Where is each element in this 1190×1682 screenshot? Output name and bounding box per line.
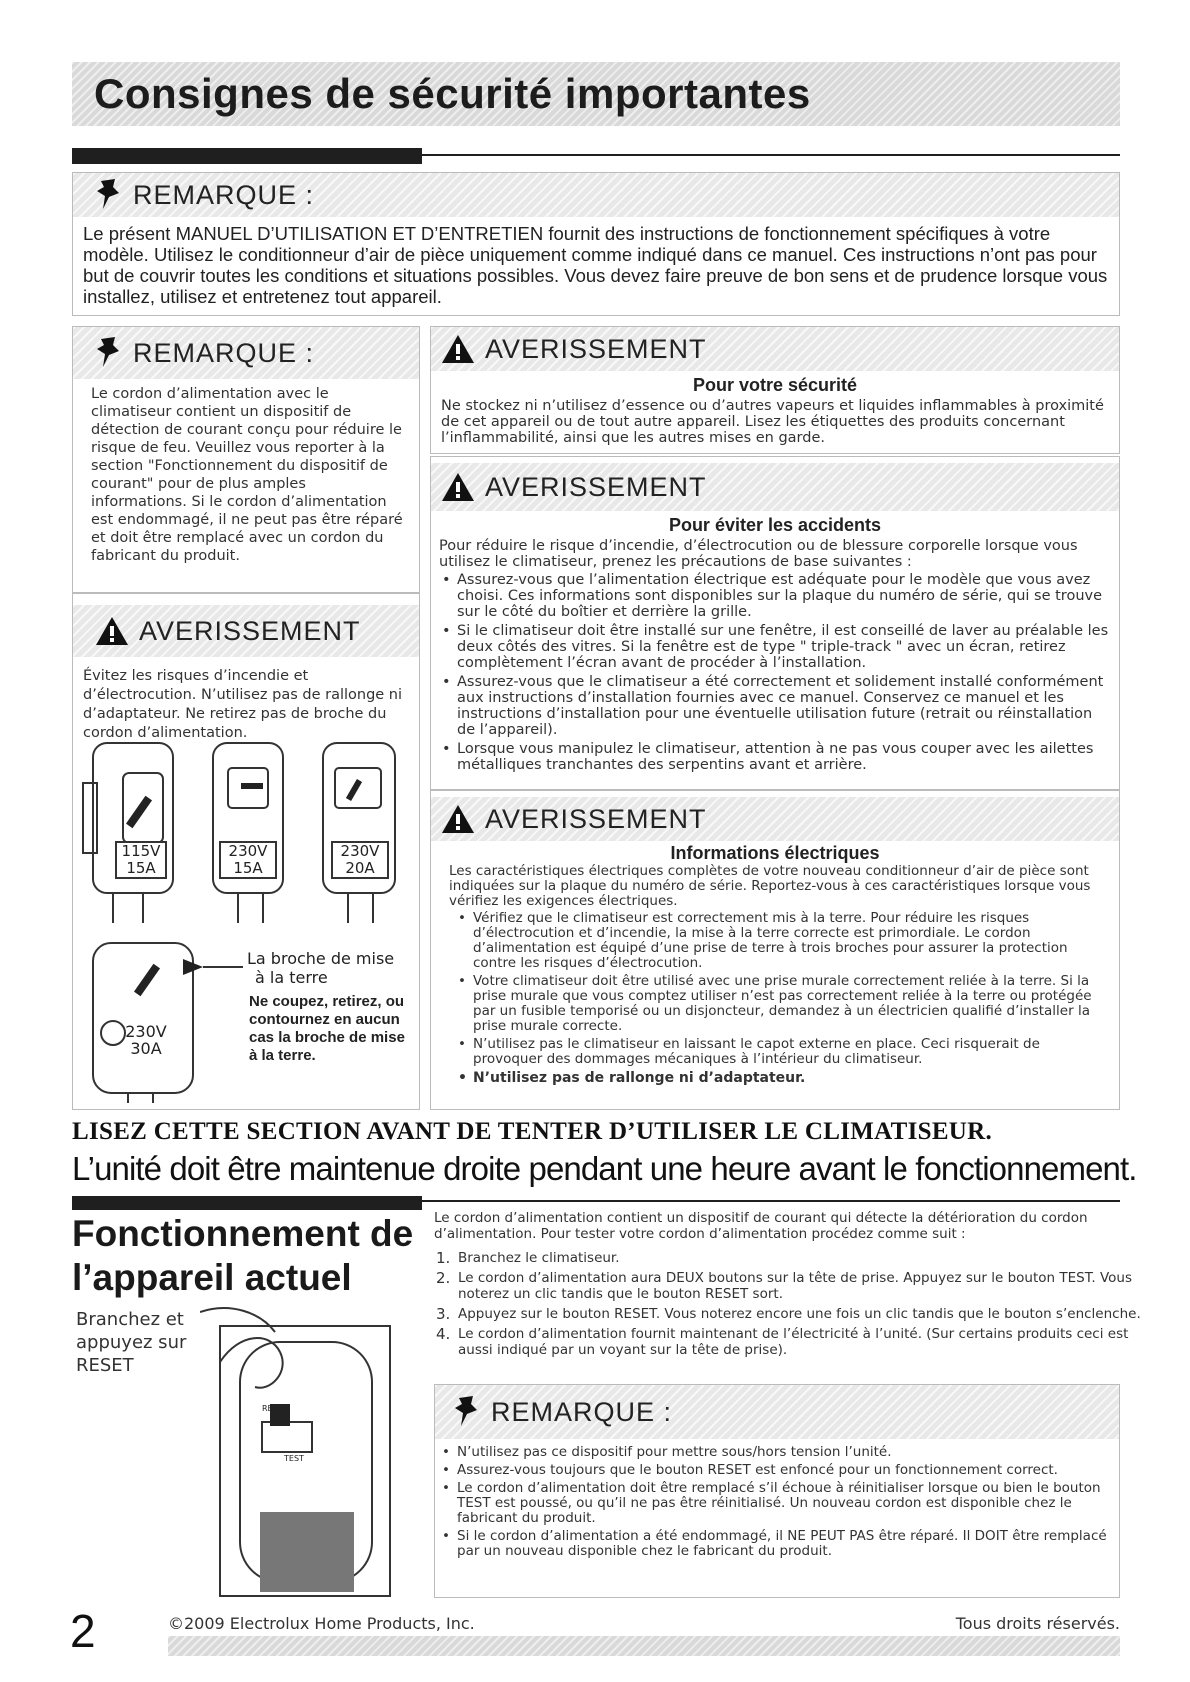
warning-left-box — [72, 592, 420, 1110]
plug-2-voltage: 230V — [228, 842, 268, 860]
warning-accidents-title: AVERISSEMENT — [485, 471, 707, 502]
list-item: • Votre climatiseur doit être utilisé avec une prise murale correctement reliée à la terre. Si la prise murale que vous comptez utiliser n’est pas correctement reliée à la terre ou protégée par un fusible temporisé ou un disjoncteur, demandez à un électricien qualifié d’installer la prise murale correcte. — [473, 974, 1103, 1034]
warning-triangle-icon — [441, 804, 475, 834]
warning-safety-header — [431, 327, 1119, 371]
page-number: 2 — [70, 1605, 96, 1657]
plug-1-voltage: 115V — [121, 842, 161, 860]
warning-accidents-subtitle: Pour éviter les accidents — [668, 515, 882, 535]
pushpin-icon — [453, 1394, 481, 1430]
step-text: Branchez le climatiseur. — [458, 1250, 620, 1266]
step-text: Le cordon d’alimentation aura DEUX boutons sur la tête de prise. Appuyez sur le bouton TEST. Vous noterez un clic tandis que le bouton RESET sort. — [458, 1270, 1132, 1302]
plug-diagram — [73, 723, 419, 1103]
plug-230v-15a — [219, 841, 277, 879]
plug-230v-30a — [119, 1023, 173, 1057]
page-title: Consignes de sécurité importantes — [94, 70, 811, 117]
warning-electric-header — [431, 797, 1119, 841]
warning-triangle-icon — [95, 616, 129, 646]
warning-safety-title: AVERISSEMENT — [485, 333, 707, 364]
footer-copyright: ©2009 Electrolux Home Products, Inc. — [168, 1614, 475, 1633]
note-left-header — [73, 327, 419, 379]
plug-head-hand-icon — [200, 1292, 424, 1602]
warning-safety-text: Ne stockez ni n’utilisez d’essence ou d’autres vapeurs et liquides inflammables à proximité de cet appareil ou de tout autre appareil. Lisez les étiquettes des produits concernant l’inflammabilité, ainsi que les autres mises en garde. — [441, 398, 1104, 446]
ground-pin-label-line1: La broche de mise — [247, 949, 395, 968]
ground-pin-warning: Ne coupez, retirez, ou contournez en aucun cas la broche de mise à la terre. — [249, 993, 405, 1064]
step-number: 3. — [436, 1305, 451, 1323]
list-item: • N’utilisez pas ce dispositif pour mettre sous/hors tension l’unité. — [457, 1445, 1107, 1460]
step-3 — [436, 1305, 1144, 1323]
note-top-header — [73, 173, 1119, 217]
note-bottom-title: REMARQUE : — [491, 1396, 673, 1427]
plug-230v-20a — [331, 841, 389, 879]
list-item: • Assurez-vous que le climatiseur a été correctement et solidement installé conformément aux instructions d’installation fournies avec ce manuel. Conservez ce manuel et les instructions d’installation pour une éventuelle utilisation future (retrait ou réinstallation de l’appareil). — [457, 674, 1109, 738]
title-rule-thick — [72, 148, 422, 164]
warning-accidents-header — [431, 463, 1119, 511]
operation-caption — [76, 1308, 186, 1377]
operation-caption-line1: Branchez et — [76, 1309, 184, 1330]
note-bottom-header — [435, 1385, 1119, 1439]
operation-steps — [434, 1250, 1144, 1362]
list-item: • Assurez-vous que l’alimentation électrique est adéquate pour le modèle que vous avez choisi. Ces informations sont disponibles sur la plaque du numéro de série, qui se trouve sur le côté du boîtier et derrière la grille. — [457, 572, 1109, 620]
warning-left-header — [73, 605, 419, 657]
operation-intro: Le cordon d’alimentation contient un dispositif de courant qui détecte la détérioration du cordon d’alimentation. Pour tester votre cordon d’alimentation procédez comme suit : — [434, 1210, 1088, 1242]
step-1 — [436, 1249, 1144, 1267]
warning-accidents-box — [430, 456, 1120, 790]
operation-title-line2: l’appareil actuel — [72, 1257, 352, 1298]
step-number: 2. — [436, 1269, 451, 1287]
device-illustration — [200, 1292, 424, 1602]
notice-read-first: LISEZ CETTE SECTION AVANT DE TENTER D’UTILISER LE CLIMATISEUR. — [72, 1118, 993, 1145]
list-item-bold: • N’utilisez pas de rallonge ni d’adaptateur. — [473, 1070, 1103, 1086]
plug-2-amperage: 15A — [233, 859, 263, 877]
ground-pin-label-line2: à la terre — [255, 968, 328, 987]
notice-upright: L’unité doit être maintenue droite pendant une heure avant le fonctionnement. — [72, 1150, 1137, 1187]
title-rule-thin — [72, 154, 1120, 156]
step-4 — [436, 1325, 1144, 1358]
plug-4-amperage: 30A — [130, 1039, 162, 1058]
list-item: • Assurez-vous toujours que le bouton RESET est enfoncé pour un fonctionnement correct. — [457, 1463, 1107, 1478]
plug-115v-15a — [115, 841, 167, 879]
list-item: • Lorsque vous manipulez le climatiseur, attention à ne pas vous couper avec les ailettes métalliques tranchantes des serpentins avant et arrière. — [457, 741, 1109, 773]
step-number: 4. — [436, 1325, 451, 1343]
step-number: 1. — [436, 1249, 451, 1267]
device-reset-label: RESET — [262, 1404, 288, 1413]
ground-pin-label — [247, 949, 394, 987]
warning-electric-box — [430, 790, 1120, 1110]
warning-left-text: Évitez les risques d’incendie et d’électrocution. N’utilisez pas de rallonge ni d’adaptateur. Ne retirez pas de broche du cordon d’alimentation. — [83, 668, 403, 741]
list-item: • N’utilisez pas le climatiseur en laissant le capot externe en place. Ceci risquerait de provoquer des dommages mécaniques à l’intérieur du climatiseur. — [473, 1037, 1103, 1067]
step-text: Le cordon d’alimentation fournit maintenant de l’électricité à l’unité. (Sur certains produits ceci est aussi indiqué par un voyant sur la tête de prise). — [458, 1326, 1129, 1358]
plug-3-amperage: 20A — [345, 859, 375, 877]
warning-left-title: AVERISSEMENT — [139, 615, 361, 646]
warning-electric-subtitle: Informations électriques — [670, 843, 880, 863]
footer-rights: Tous droits réservés. — [955, 1614, 1120, 1633]
note-left-title: REMARQUE : — [133, 337, 315, 368]
note-bottom-list — [435, 1439, 1119, 1559]
warning-triangle-icon — [441, 334, 475, 364]
list-item: • Si le cordon d’alimentation a été endommagé, il NE PEUT PAS être réparé. Il DOIT être remplacé par un nouveau disponible chez le fabricant du produit. — [457, 1529, 1107, 1559]
list-item: • Si le climatiseur doit être installé sur une fenêtre, il est conseillé de laver au préalable les deux côtés des vitres. Si la fenêtre est de type " triple-track " avec un écran, retirez complètement l’écran avant de procéder à l’installation. — [457, 623, 1109, 671]
note-top-title: REMARQUE : — [133, 179, 315, 210]
note-left-text: Le cordon d’alimentation avec le climatiseur contient un dispositif de détection de courant conçu pour réduire le risque de feu. Veuillez vous reporter à la section "Fonctionnement du dispositif de courant" pour de plus amples informations. Si le cordon d’alimentation est endommagé, il ne peut pas être réparé et doit être remplacé avec un cordon du fabricant du produit. — [91, 386, 403, 564]
warning-triangle-icon — [441, 472, 475, 502]
warning-accidents-intro: Pour réduire le risque d’incendie, d’électrocution ou de blessure corporelle lorsque vous utilisez le climatiseur, prenez les précautions de base suivantes : — [439, 538, 1078, 570]
pushpin-icon — [95, 177, 123, 213]
footer-band — [168, 1636, 1120, 1656]
warning-electric-title: AVERISSEMENT — [485, 803, 707, 834]
plug-1-amperage: 15A — [126, 859, 156, 877]
section-rule-thick — [72, 1196, 422, 1210]
warning-accidents-list — [431, 572, 1119, 773]
operation-title-line1: Fonctionnement de — [72, 1213, 414, 1254]
operation-caption-line3: RESET — [76, 1355, 134, 1376]
pushpin-icon — [95, 335, 123, 371]
operation-caption-line2: appuyez sur — [76, 1332, 187, 1353]
section-rule-thin — [72, 1200, 1120, 1202]
device-test-label: TEST — [284, 1454, 304, 1463]
plug-3-voltage: 230V — [340, 842, 380, 860]
note-top-box — [72, 172, 1120, 316]
list-item: • Le cordon d’alimentation doit être remplacé s’il échoue à réinitialiser lorsque ou bien le bouton TEST est poussé, ou qu’il ne pas être réinitialisé. Un nouveau cordon est disponible chez le fabricant du produit. — [457, 1481, 1107, 1526]
warning-safety-subtitle: Pour votre sécurité — [692, 375, 858, 395]
warning-electric-list — [431, 911, 1119, 1086]
step-text: Appuyez sur le bouton RESET. Vous noterez encore une fois un clic tandis que le bouton s’enclenche. — [458, 1306, 1141, 1322]
step-2 — [436, 1269, 1144, 1302]
note-top-text: Le présent MANUEL D’UTILISATION ET D’ENTRETIEN fournit des instructions de fonctionnement spécifiques à votre modèle. Utilisez le conditionneur d’air de pièce uniquement comme indiqué dans ce manuel. Ces instructions n’ont pas pour but de couvrir toutes les conditions et situations possibles. Vous devez faire preuve de bon sens et de prudence lorsque vous installez, utilisez et entretenez tout appareil. — [83, 223, 1108, 307]
list-item: • Vérifiez que le climatiseur est correctement mis à la terre. Pour réduire les risques d’électrocution et d’incendie, la mise à la terre correcte est primordiale. Le cordon d’alimentation est équipé d’une prise de terre à trois broches pour assurer la protection contre les risques d’électrocution. — [473, 911, 1103, 971]
warning-safety-box — [430, 326, 1120, 454]
warning-electric-intro: Les caractéristiques électriques complètes de votre nouveau conditionneur d’air de pièce sont indiquées sur la plaque du numéro de série. Reportez-vous à ces caractéristiques lorsque vous vérifiez les exigences électriques. — [449, 863, 1091, 909]
operation-title — [72, 1212, 413, 1300]
note-bottom-box — [434, 1384, 1120, 1598]
plug-4-voltage: 230V — [125, 1022, 167, 1041]
title-banner — [72, 62, 1120, 126]
note-left-box — [72, 326, 420, 594]
